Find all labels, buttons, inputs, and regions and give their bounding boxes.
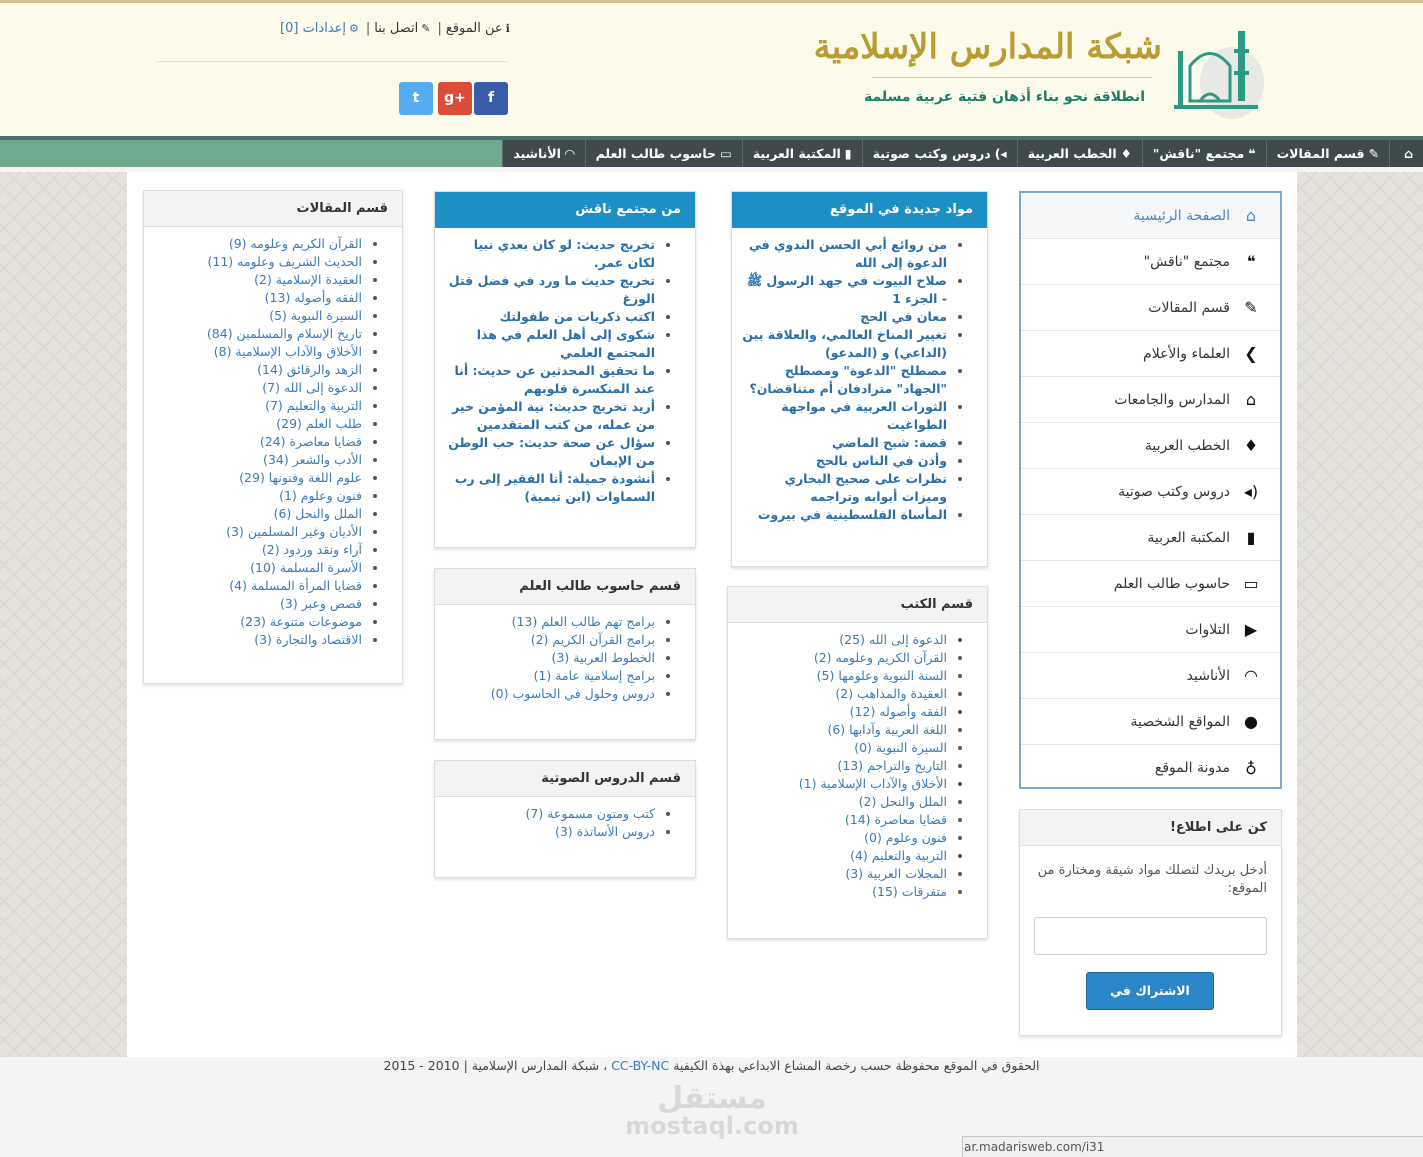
microphone-icon: ♦ xyxy=(1243,436,1259,455)
menu-label: المدارس والجامعات xyxy=(1114,391,1230,408)
pencil-icon: ✎ xyxy=(421,22,431,35)
list-item[interactable] xyxy=(738,649,947,667)
license-link[interactable]: CC-BY-NC xyxy=(611,1058,670,1073)
main-navbar xyxy=(0,136,1423,167)
list-item[interactable] xyxy=(445,236,655,272)
nav-computer-label: حاسوب طالب العلم xyxy=(595,146,717,161)
desktop-icon: ▭ xyxy=(720,146,732,161)
footer-copyright: ، شبكة المدارس الإسلامية | 2010 - 2015 xyxy=(383,1058,608,1073)
headphones-icon: ◠ xyxy=(1244,666,1258,685)
footer-text: الحقوق في الموقع محفوظة حسب رخصة المشاع الابداعي بهذة الكيفية xyxy=(673,1058,1040,1073)
volume-icon: ◂) xyxy=(1243,482,1259,501)
list-item-link[interactable]: اللغة العربية وآدابها (6) xyxy=(827,722,947,737)
list-item[interactable] xyxy=(742,362,947,398)
contact-link[interactable] xyxy=(374,21,433,36)
naqesh-box xyxy=(434,191,696,548)
list-item-link[interactable]: متفرقات (15) xyxy=(872,884,947,899)
list-item-link[interactable]: القرآن الكريم وعلومه (9) xyxy=(228,236,362,251)
list-item[interactable] xyxy=(738,793,947,811)
books-title: قسم الكتب xyxy=(728,587,987,623)
naqesh-title: من مجتمع ناقش xyxy=(435,192,695,228)
list-item[interactable] xyxy=(445,613,655,631)
menu-library[interactable] xyxy=(1021,515,1280,561)
list-item[interactable] xyxy=(738,757,947,775)
list-item[interactable] xyxy=(445,470,655,506)
list-item-link[interactable]: شكوى إلى أهل العلم في هذا المجتمع العلمي xyxy=(476,327,655,360)
site-logo[interactable] xyxy=(813,19,1270,129)
about-link-label: عن الموقع xyxy=(445,21,503,36)
list-item[interactable] xyxy=(742,326,947,362)
new-materials-list xyxy=(732,228,987,534)
list-item[interactable] xyxy=(445,631,655,649)
googleplus-button[interactable] xyxy=(438,82,472,115)
browser-status-bar xyxy=(962,1136,1423,1157)
list-item[interactable] xyxy=(154,397,362,415)
list-item-link[interactable]: المجلات العربية (3) xyxy=(845,866,947,881)
list-item[interactable] xyxy=(742,272,947,308)
lightbulb-icon: ♁ xyxy=(1245,758,1257,778)
list-item[interactable] xyxy=(154,343,362,361)
list-item[interactable] xyxy=(738,721,947,739)
nav-items xyxy=(502,140,1423,167)
computer-list xyxy=(435,605,695,713)
pencil-icon: ✎ xyxy=(1368,146,1380,161)
list-item[interactable] xyxy=(154,289,362,307)
new-materials-title: مواد جديدة في الموقع xyxy=(732,192,987,228)
settings-link[interactable] xyxy=(280,21,362,36)
menu-recitations[interactable] xyxy=(1021,607,1280,653)
books-list xyxy=(728,623,987,911)
list-item-link[interactable]: السيرة النبوية (5) xyxy=(269,308,362,323)
nav-computer[interactable] xyxy=(585,140,742,167)
list-item-link[interactable]: ما تحقيق المحدثين عن حديث: أنا عند المنكسرة قلوبهم xyxy=(454,363,655,396)
play-circle-icon: ▶ xyxy=(1244,620,1258,639)
list-item-link[interactable]: كتب ومتون مسموعة (7) xyxy=(525,806,655,821)
site-header xyxy=(0,0,1423,136)
footer xyxy=(0,1057,1423,1073)
list-item-link[interactable]: معان في الحج xyxy=(860,309,947,324)
list-item-link[interactable]: الأخلاق والآداب الإسلامية (8) xyxy=(213,344,362,359)
chevron-left-icon: ❮ xyxy=(1244,344,1258,363)
list-item-link[interactable]: الأديان وغير المسلمين (3) xyxy=(226,524,362,539)
nav-home[interactable] xyxy=(1389,140,1423,167)
list-item[interactable] xyxy=(742,506,947,524)
list-item[interactable] xyxy=(154,307,362,325)
menu-label: قسم المقالات xyxy=(1148,299,1230,316)
list-item[interactable] xyxy=(738,883,947,901)
menu-audio[interactable] xyxy=(1021,469,1280,515)
header-divider xyxy=(157,61,507,62)
list-item-link[interactable]: اكتب ذكريات من طفولتك xyxy=(499,309,655,324)
title-divider xyxy=(872,77,1152,78)
list-item-link[interactable]: القرآن الكريم وعلومه (2) xyxy=(813,650,947,665)
menu-label: المكتبة العربية xyxy=(1147,529,1230,546)
list-item[interactable] xyxy=(154,415,362,433)
facebook-icon: f xyxy=(487,90,495,106)
list-item[interactable] xyxy=(154,271,362,289)
menu-label: العلماء والأعلام xyxy=(1143,345,1230,362)
naqesh-list xyxy=(435,228,695,516)
list-item[interactable] xyxy=(738,829,947,847)
home-icon: ⌂ xyxy=(1245,206,1257,225)
list-item-link[interactable]: موضوعات متنوعة (23) xyxy=(240,614,362,629)
site-title: شبكة المدارس الإسلامية xyxy=(813,27,1162,67)
globe-icon: ● xyxy=(1244,712,1258,731)
list-item-link[interactable]: وأذن في الناس بالحج xyxy=(815,453,947,468)
contact-link-label: اتصل بنا xyxy=(374,21,419,36)
microphone-icon: ♦ xyxy=(1120,146,1132,161)
list-item[interactable] xyxy=(742,398,947,434)
list-item-link[interactable]: آراء ونقد وردود (2) xyxy=(261,542,362,557)
menu-label: مجتمع "ناقش" xyxy=(1143,253,1230,270)
main-menu xyxy=(1019,191,1282,789)
list-item-link[interactable]: التربية والتعليم (4) xyxy=(850,848,947,863)
right-pattern xyxy=(1297,172,1423,1057)
comments-icon: ❝ xyxy=(1248,146,1256,161)
list-item[interactable] xyxy=(154,487,362,505)
audio-title: قسم الدروس الصوتية xyxy=(435,761,695,797)
list-item[interactable] xyxy=(738,739,947,757)
about-link[interactable] xyxy=(446,21,513,36)
desktop-icon: ▭ xyxy=(1243,574,1259,593)
articles-list xyxy=(144,227,402,659)
list-item[interactable] xyxy=(445,398,655,434)
menu-sermons[interactable] xyxy=(1021,423,1280,469)
list-item-link[interactable]: الأسرة المسلمة (10) xyxy=(250,560,362,575)
status-url: ar.madarisweb.com/i31 xyxy=(964,1140,1105,1154)
nav-audio-label: دروس وكتب صوتية xyxy=(872,146,991,161)
list-item-link[interactable]: فنون وعلوم (1) xyxy=(279,488,362,503)
list-item[interactable] xyxy=(738,685,947,703)
list-item[interactable] xyxy=(154,631,362,649)
list-item-link[interactable]: السيرة النبوية (0) xyxy=(854,740,947,755)
nav-naqesh[interactable] xyxy=(1142,140,1266,167)
left-pattern xyxy=(0,172,127,1057)
menu-label: المواقع الشخصية xyxy=(1130,713,1230,730)
menu-computer[interactable] xyxy=(1021,561,1280,607)
nav-anasheed-label: الأناشيد xyxy=(513,146,561,161)
nav-sermons-label: الخطب العربية xyxy=(1027,146,1117,161)
twitter-button[interactable] xyxy=(399,82,433,115)
list-item-link[interactable]: الملل والنحل (6) xyxy=(273,506,362,521)
menu-label: التلاوات xyxy=(1185,621,1230,638)
list-item-link[interactable]: دروس وحلول في الحاسوب (0) xyxy=(490,686,655,701)
audio-box xyxy=(434,760,696,878)
twitter-icon: t xyxy=(412,90,420,106)
list-item[interactable] xyxy=(445,649,655,667)
list-item[interactable] xyxy=(154,505,362,523)
list-item-link[interactable]: الأخلاق والآداب الإسلامية (1) xyxy=(798,776,947,791)
book-icon: ▮ xyxy=(844,146,852,161)
list-item[interactable] xyxy=(445,326,655,362)
list-item-link[interactable]: السنة النبوية وعلومها (5) xyxy=(816,668,947,683)
googleplus-icon: g+ xyxy=(444,90,466,106)
settings-link-label: إعدادات [0] xyxy=(280,21,347,36)
articles-title: قسم المقالات xyxy=(144,191,402,227)
menu-label: الصفحة الرئيسية xyxy=(1133,207,1230,224)
menu-label: حاسوب طالب العلم xyxy=(1113,575,1230,592)
nav-articles[interactable] xyxy=(1266,140,1389,167)
list-item-link[interactable]: أنشودة جميلة: أنا الفقير إلى رب السماوات (ابن تيمية) xyxy=(454,471,655,504)
list-item-link[interactable]: العقيدة الإسلامية (2) xyxy=(254,272,362,287)
list-item-link[interactable]: برامج تهم طالب العلم (13) xyxy=(511,614,655,629)
menu-anasheed[interactable] xyxy=(1021,653,1280,699)
menu-label: دروس وكتب صوتية xyxy=(1118,483,1230,500)
list-item[interactable] xyxy=(154,541,362,559)
list-item[interactable] xyxy=(742,236,947,272)
list-item[interactable] xyxy=(738,667,947,685)
watermark xyxy=(612,1081,812,1140)
list-item-link[interactable]: قصة: شبح الماضي xyxy=(832,435,947,450)
list-item[interactable] xyxy=(445,823,655,841)
audio-list xyxy=(435,797,695,851)
books-box xyxy=(727,586,988,939)
list-item-link[interactable]: من روائع أبي الحسن الندوي في الدعوة إلى الله xyxy=(748,237,947,270)
list-item[interactable] xyxy=(742,434,947,452)
list-item-link[interactable]: تخريج حديث: لو كان بعدي نبيا لكان عمر. xyxy=(473,237,655,270)
menu-personal-sites[interactable] xyxy=(1021,699,1280,745)
list-item[interactable] xyxy=(154,235,362,253)
list-item-link[interactable]: صلاح البيوت في جهد الرسول ﷺ - الجزء 1 xyxy=(746,273,947,306)
separator: | xyxy=(437,21,442,36)
list-item-link[interactable]: الحديث الشريف وعلومه (11) xyxy=(207,254,362,269)
list-item[interactable] xyxy=(738,775,947,793)
list-item[interactable] xyxy=(154,433,362,451)
list-item-link[interactable]: التاريخ والتراجم (13) xyxy=(837,758,947,773)
list-item[interactable] xyxy=(738,631,947,649)
articles-box xyxy=(143,190,403,684)
menu-label: الأناشيد xyxy=(1186,667,1230,684)
list-item-link[interactable]: الدعوة إلى الله (7) xyxy=(262,380,362,395)
subscribe-button[interactable]: الاشتراك في القائمة xyxy=(1086,972,1214,1010)
watermark-arabic: مستقل xyxy=(657,1081,767,1116)
list-item[interactable] xyxy=(154,523,362,541)
mosque-logo-icon xyxy=(1170,21,1265,121)
list-item-link[interactable]: فنون وعلوم (0) xyxy=(864,830,947,845)
computer-box xyxy=(434,568,696,740)
new-materials-box xyxy=(731,191,988,567)
nav-articles-label: قسم المقالات xyxy=(1276,146,1365,161)
list-item[interactable] xyxy=(742,452,947,470)
list-item-link[interactable]: المأساة الفلسطينية في بيروت xyxy=(757,507,947,522)
email-field[interactable] xyxy=(1034,917,1267,955)
list-item-link[interactable]: نظرات على صحيح البخاري وميزات أبوابه وتراجمه xyxy=(784,471,947,504)
subscribe-box xyxy=(1019,809,1282,1036)
list-item-link[interactable]: الفقه وأصوله (12) xyxy=(849,704,947,719)
list-item-link[interactable]: الثورات العربية في مواجهة الطواغيت xyxy=(781,399,947,432)
separator: | xyxy=(365,21,371,36)
list-item[interactable] xyxy=(445,272,655,308)
menu-schools[interactable] xyxy=(1021,377,1280,423)
volume-icon: ◂) xyxy=(994,146,1007,161)
list-item[interactable] xyxy=(154,577,362,595)
list-item-link[interactable]: العقيدة والمذاهب (2) xyxy=(835,686,947,701)
list-item[interactable] xyxy=(445,685,655,703)
list-item-link[interactable]: علوم اللغة وفنونها (29) xyxy=(239,470,362,485)
gear-icon: ⚙ xyxy=(349,22,359,35)
list-item-link[interactable]: الأدب والشعر (34) xyxy=(263,452,362,467)
list-item-link[interactable]: دروس الأساتذة (3) xyxy=(554,824,655,839)
menu-articles[interactable] xyxy=(1021,285,1280,331)
list-item-link[interactable]: الملل والنحل (2) xyxy=(858,794,947,809)
menu-blog[interactable] xyxy=(1021,745,1280,791)
list-item-link[interactable]: برامج القرآن الكريم (2) xyxy=(530,632,655,647)
facebook-button[interactable] xyxy=(474,82,508,115)
menu-naqesh[interactable] xyxy=(1021,239,1280,285)
menu-scholars[interactable] xyxy=(1021,331,1280,377)
menu-label: مدونة الموقع xyxy=(1154,760,1230,776)
nav-audio[interactable] xyxy=(862,140,1017,167)
list-item[interactable] xyxy=(445,667,655,685)
list-item[interactable] xyxy=(154,469,362,487)
list-item-link[interactable]: الاقتصاد والتجارة (3) xyxy=(254,632,362,647)
comments-icon: ❝ xyxy=(1246,252,1256,271)
list-item[interactable] xyxy=(738,811,947,829)
list-item[interactable] xyxy=(445,362,655,398)
list-item-link[interactable]: قصص وعبر (3) xyxy=(280,596,362,611)
list-item-link[interactable]: تخريج حديث ما ورد في فضل قتل الوزغ xyxy=(448,273,655,306)
book-icon: ▮ xyxy=(1246,528,1256,547)
nav-library[interactable] xyxy=(742,140,862,167)
list-item[interactable] xyxy=(154,595,362,613)
menu-label: الخطب العربية xyxy=(1144,437,1230,454)
list-item[interactable] xyxy=(742,308,947,326)
list-item-link[interactable]: تغيير المناخ العالمي، والعلاقة بين (الداعي) و (المدعو) xyxy=(742,327,947,360)
nav-naqesh-label: مجتمع "ناقش" xyxy=(1152,146,1245,161)
site-tagline: انطلاقة نحو بناء أذهان فتية عربية مسلمة xyxy=(864,89,1145,105)
list-item[interactable] xyxy=(154,253,362,271)
list-item[interactable] xyxy=(154,361,362,379)
list-item-link[interactable]: أريد تخريج حديث: نية المؤمن خير من عمله، من كتب المتقدمين xyxy=(452,399,655,432)
watermark-latin: mostaql.com xyxy=(625,1112,799,1140)
list-item[interactable] xyxy=(445,308,655,326)
list-item-link[interactable]: طلب العلم (29) xyxy=(276,416,362,431)
list-item[interactable] xyxy=(154,613,362,631)
list-item[interactable] xyxy=(445,434,655,470)
subscribe-text: أدخل بريدك لتصلك مواد شيقة ومختارة من الموقع: xyxy=(1037,863,1267,896)
institution-icon: ⌂ xyxy=(1245,390,1257,409)
list-item[interactable] xyxy=(738,703,947,721)
list-item-link[interactable]: قضايا معاصرة (24) xyxy=(259,434,362,449)
info-icon: ℹ xyxy=(505,22,510,35)
home-icon: ⌂ xyxy=(1404,146,1413,161)
pencil-icon: ✎ xyxy=(1244,298,1258,317)
list-item-link[interactable]: قضايا معاصرة (14) xyxy=(844,812,947,827)
headphones-icon: ◠ xyxy=(564,146,575,161)
list-item[interactable] xyxy=(742,470,947,506)
nav-anasheed[interactable] xyxy=(502,140,584,167)
list-item[interactable] xyxy=(738,865,947,883)
list-item-link[interactable]: تاريخ الإسلام والمسلمين (84) xyxy=(206,326,362,341)
list-item-link[interactable]: الدعوة إلى الله (25) xyxy=(839,632,947,647)
list-item[interactable] xyxy=(154,451,362,469)
menu-home[interactable] xyxy=(1021,193,1280,239)
nav-library-label: المكتبة العربية xyxy=(752,146,841,161)
list-item[interactable] xyxy=(154,379,362,397)
list-item-link[interactable]: قضايا المرأة المسلمة (4) xyxy=(229,578,362,593)
computer-title: قسم حاسوب طالب العلم xyxy=(435,569,695,605)
list-item-link[interactable]: برامج إسلامية عامة (1) xyxy=(533,668,655,683)
list-item-link[interactable]: التربية والتعليم (7) xyxy=(265,398,362,413)
nav-sermons[interactable] xyxy=(1017,140,1142,167)
list-item[interactable] xyxy=(154,559,362,577)
list-item-link[interactable]: الزهد والرقائق (14) xyxy=(257,362,362,377)
list-item[interactable] xyxy=(154,325,362,343)
list-item-link[interactable]: الفقه وأصوله (13) xyxy=(264,290,362,305)
list-item[interactable] xyxy=(445,805,655,823)
list-item-link[interactable]: الخطوط العربية (3) xyxy=(551,650,655,665)
subscribe-title: كن على اطلاع! xyxy=(1020,810,1281,846)
list-item[interactable] xyxy=(738,847,947,865)
list-item-link[interactable]: مصطلح "الدعوة" ومصطلح "الجهاد" مترادفان أم متناقضان؟ xyxy=(749,363,947,396)
top-links xyxy=(280,21,513,36)
list-item-link[interactable]: سؤال عن صحة حديث: حب الوطن من الإيمان xyxy=(448,435,655,468)
